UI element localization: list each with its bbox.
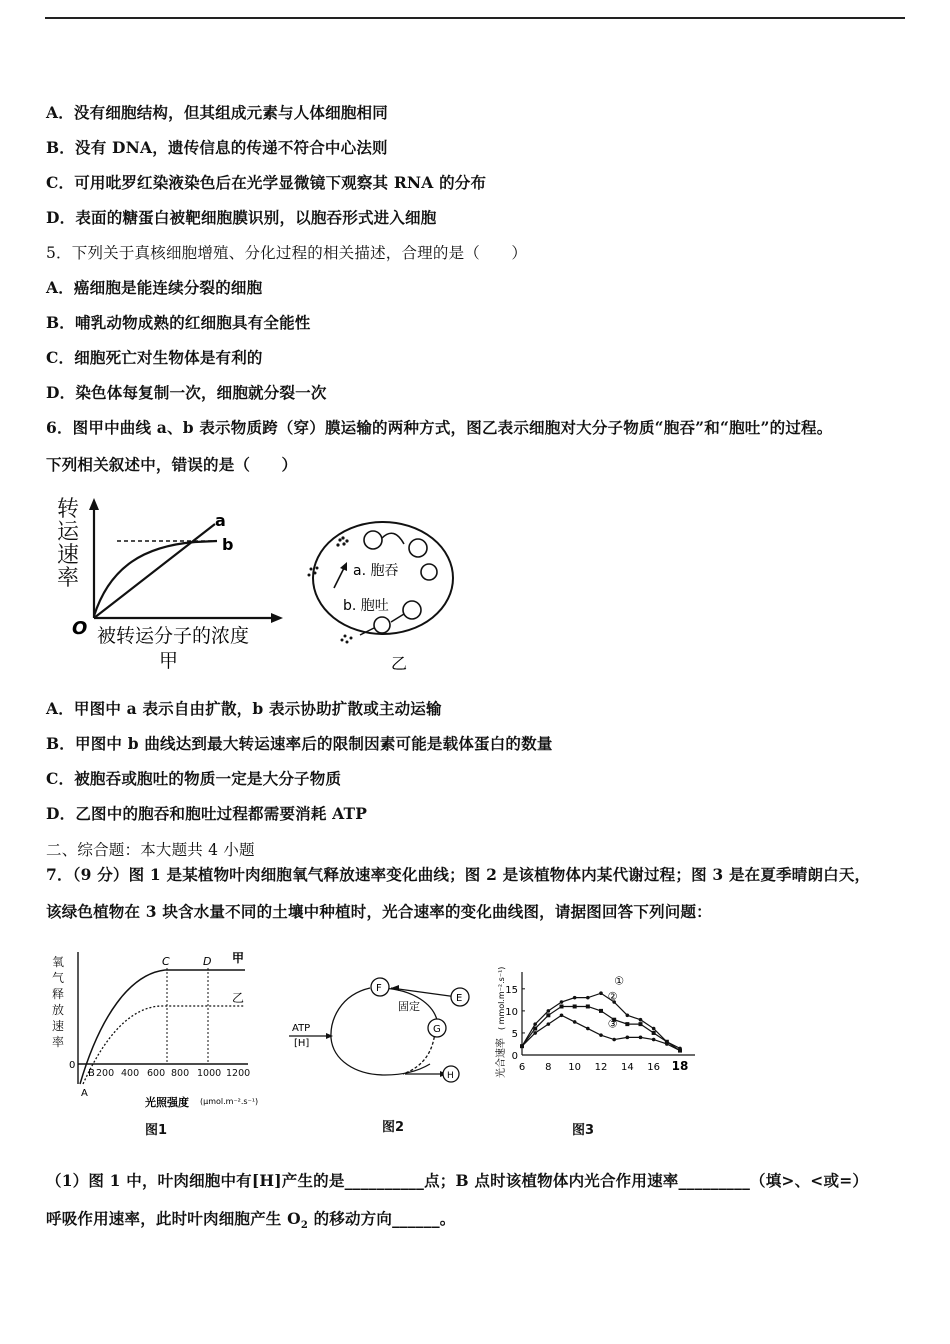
yi-label-exocytosis: b. 胞吐: [343, 598, 389, 614]
q6-option-b: B．甲图中 b 曲线达到最大转运速率后的限制因素可能是载体蛋白的数量: [46, 734, 553, 753]
fig1-ylabel-1: 氧: [52, 955, 65, 969]
jia-label-b: b: [222, 535, 234, 554]
fig1-tick-600: 600: [147, 1068, 166, 1079]
q5-option-b: B．哺乳动物成熟的红细胞具有全能性: [46, 313, 311, 332]
fig3-ylabel: 光合速率: [496, 1038, 507, 1078]
fig3-y-tick-label: 10: [505, 1006, 518, 1018]
fig1-zero: 0: [69, 1060, 76, 1071]
fig3-x-tick-label: 6: [518, 1062, 526, 1073]
fig1-ylabel-3: 释: [52, 987, 65, 1001]
fig3-point: [586, 996, 590, 1000]
yi-label-endocytosis: a. 胞吞: [353, 563, 399, 579]
fig3-point: [639, 1022, 643, 1026]
q6-stem-line2: 下列相关叙述中，错误的是（ ）: [46, 455, 298, 474]
fig1-label-yi: 乙: [232, 991, 245, 1005]
q4-option-a: A．没有细胞结构，但其组成元素与人体细胞相同: [46, 103, 388, 122]
fig3-point: [626, 1036, 630, 1040]
figure-jia: [55, 496, 295, 676]
q7-sub1-text-a: 呼吸作用速率，此时叶肉细胞产生 O: [46, 1209, 301, 1228]
fig1-ylabel-5: 速: [52, 1019, 65, 1033]
fig2-caption: 图2: [382, 1120, 405, 1135]
fig3-point: [533, 1022, 537, 1026]
fig3-plot-area: [505, 972, 695, 1073]
figure-1: [50, 946, 290, 1116]
q7-sub1-line2: [46, 1209, 455, 1236]
fig3-point: [612, 1038, 616, 1042]
jia-origin: O: [72, 618, 88, 639]
q7-sub1-line1: （1）图 1 中，叶肉细胞中有[H]产生的是__________点；B 点时该植物体内光合作用速率_________（填>、<或=）: [46, 1171, 869, 1190]
fig3-point: [652, 1031, 656, 1035]
fig2-atp: ATP: [292, 1023, 311, 1034]
jia-ylabel-4: 率: [57, 566, 80, 591]
yi-caption: 乙: [391, 654, 408, 673]
q5-option-d: D．染色体每复制一次，细胞就分裂一次: [46, 383, 327, 402]
fig3-y-tick-label: 5: [511, 1028, 518, 1040]
fig3-point: [533, 1027, 537, 1031]
fig3-point: [533, 1031, 537, 1035]
fig1-ylabel-4: 放: [52, 1003, 65, 1017]
fig1-label-b: B: [88, 1068, 95, 1079]
fig3-x-tick-label: 14: [620, 1062, 634, 1073]
fig1-ylabel-6: 率: [52, 1035, 65, 1049]
fig3-caption: 图3: [572, 1123, 595, 1138]
jia-ylabel-3: 速: [57, 543, 80, 568]
fig3-point: [626, 1013, 630, 1017]
fig3-point: [639, 1018, 643, 1022]
fig2-label-f: F: [376, 983, 382, 994]
jia-y-arrow: [89, 498, 99, 510]
section-2-heading: 二、综合题：本大题共 4 小题: [46, 841, 255, 859]
q7-stem-line1: 7．（9 分）图 1 是某植物叶肉细胞氧气释放速率变化曲线；图 2 是该植物体内某代谢过程；图 3 是在夏季晴朗白天，: [46, 865, 871, 884]
yi-vesicle-5: [374, 617, 390, 633]
figure-yi: [298, 514, 468, 679]
q7-sub1-subscript: 2: [300, 1220, 308, 1232]
yi-arrow-1: [382, 533, 404, 544]
q4-option-c: C．可用吡罗红染液染色后在光学显微镜下观察其 RNA 的分布: [46, 173, 487, 192]
fig3-point: [546, 1013, 550, 1017]
fig1-tick-800: 800: [171, 1068, 190, 1079]
fig1-curve-jia: [80, 970, 245, 1084]
fig3-x-tick-label: 10: [568, 1062, 582, 1073]
fig1-caption: 图1: [145, 1123, 168, 1138]
jia-label-a: a: [215, 511, 226, 530]
fig3-point: [639, 1036, 643, 1040]
q6-option-a: A．甲图中 a 表示自由扩散，b 表示协助扩散或主动运输: [46, 699, 442, 718]
fig1-xlabel: 光照强度: [145, 1096, 189, 1109]
fig3-point: [652, 1027, 656, 1031]
fig3-point: [573, 996, 577, 1000]
fig3-point: [520, 1044, 524, 1048]
fig1-tick-400: 400: [121, 1068, 140, 1079]
fig3-x-tick-label: 16: [647, 1062, 661, 1073]
fig3-point: [560, 1004, 564, 1008]
fig3-point: [547, 1009, 551, 1013]
q4-option-b: B．没有 DNA，遗传信息的传递不符合中心法则: [46, 138, 388, 157]
jia-caption: 甲: [159, 650, 179, 672]
header-rule: [45, 17, 905, 19]
yi-vesicle-3: [421, 564, 437, 580]
fig3-x-tick-label: 18: [671, 1059, 689, 1073]
fig1-label-d: D: [203, 955, 212, 968]
fig1-label-a: A: [81, 1088, 88, 1099]
yi-vesicle-4: [403, 601, 421, 619]
fig3-point: [560, 1013, 564, 1017]
fig3-series-label: ③: [607, 1017, 618, 1031]
figure-3: [490, 958, 710, 1083]
fig3-point: [625, 1022, 629, 1026]
q5-option-c: C．细胞死亡对生物体是有利的: [46, 348, 263, 367]
fig3-point: [652, 1038, 656, 1042]
fig3-yunit: ( mmol.m⁻².s⁻¹): [497, 966, 506, 1030]
fig3-point: [599, 1033, 603, 1037]
q7-sub1-text-b: 的移动方向______。: [307, 1209, 456, 1228]
fig3-y-tick-label: 15: [505, 984, 518, 996]
fig3-point: [573, 1004, 577, 1008]
fig3-point: [599, 1009, 603, 1013]
fig2-g-to-h-dashed: [403, 1032, 435, 1074]
fig2-h-bracket: [H]: [294, 1038, 310, 1049]
fig1-label-c: C: [162, 955, 170, 968]
fig3-series-line: [522, 1015, 680, 1050]
yi-vesicle-1: [364, 531, 382, 549]
fig3-point: [678, 1049, 682, 1053]
fig2-fix-label: 固定: [398, 1000, 420, 1013]
yi-arrow-3: [391, 614, 404, 622]
fig1-xunit: (μmol.m⁻².s⁻¹): [200, 1097, 259, 1106]
fig3-series-label: ①: [614, 974, 625, 988]
q7-stem-line2: 该绿色植物在 3 块含水量不同的土壤中种植时，光合速率的变化曲线图，请据图回答下列问题：: [46, 902, 712, 921]
fig1-tick-1200: 1200: [226, 1068, 251, 1079]
figure-2: [285, 970, 485, 1090]
q4-option-d: D．表面的糖蛋白被靶细胞膜识别，以胞吞形式进入细胞: [46, 208, 437, 227]
jia-x-arrow: [271, 613, 283, 623]
fig2-e-to-f-arrow: [391, 988, 457, 997]
fig3-point: [547, 1022, 551, 1026]
jia-curve-a: [94, 524, 215, 618]
fig3-point: [586, 1027, 590, 1031]
fig3-point: [573, 1020, 577, 1024]
fig3-point: [665, 1042, 669, 1046]
fig1-x-ticks: [96, 1068, 250, 1079]
fig2-label-h: H: [447, 1071, 454, 1081]
yi-vesicle-2: [409, 539, 427, 557]
q5-stem: 5．下列关于真核细胞增殖、分化过程的相关描述，合理的是（ ）: [46, 244, 528, 262]
fig3-x-tick-label: 12: [594, 1062, 608, 1073]
fig3-y-tick-label: 0: [511, 1051, 518, 1062]
fig1-label-jia: 甲: [232, 951, 245, 965]
jia-ylabel-1: 转: [57, 497, 80, 522]
fig3-point: [560, 1000, 564, 1004]
fig3-point: [586, 1004, 590, 1008]
jia-xlabel: 被转运分子的浓度: [97, 625, 250, 647]
fig2-label-e: E: [456, 993, 463, 1004]
q6-stem-line1: 6．图甲中曲线 a、b 表示物质跨（穿）膜运输的两种方式，图乙表示细胞对大分子物质“胞吞”和“胞吐”的过程。: [46, 418, 833, 437]
jia-ylabel-2: 运: [57, 520, 80, 545]
fig3-series-label: ②: [607, 989, 618, 1003]
q5-option-a: A．癌细胞是能连续分裂的细胞: [46, 278, 263, 297]
fig3-x-tick-label: 8: [545, 1062, 552, 1073]
fig3-point: [599, 991, 603, 995]
fig1-tick-200: 200: [96, 1068, 115, 1079]
q6-option-c: C．被胞吞或胞吐的物质一定是大分子物质: [46, 769, 342, 788]
q6-option-d: D．乙图中的胞吞和胞吐过程都需要消耗 ATP: [46, 804, 368, 823]
fig1-ylabel-2: 气: [52, 971, 65, 985]
fig1-tick-1000: 1000: [197, 1068, 222, 1079]
fig2-label-g: G: [433, 1024, 441, 1035]
